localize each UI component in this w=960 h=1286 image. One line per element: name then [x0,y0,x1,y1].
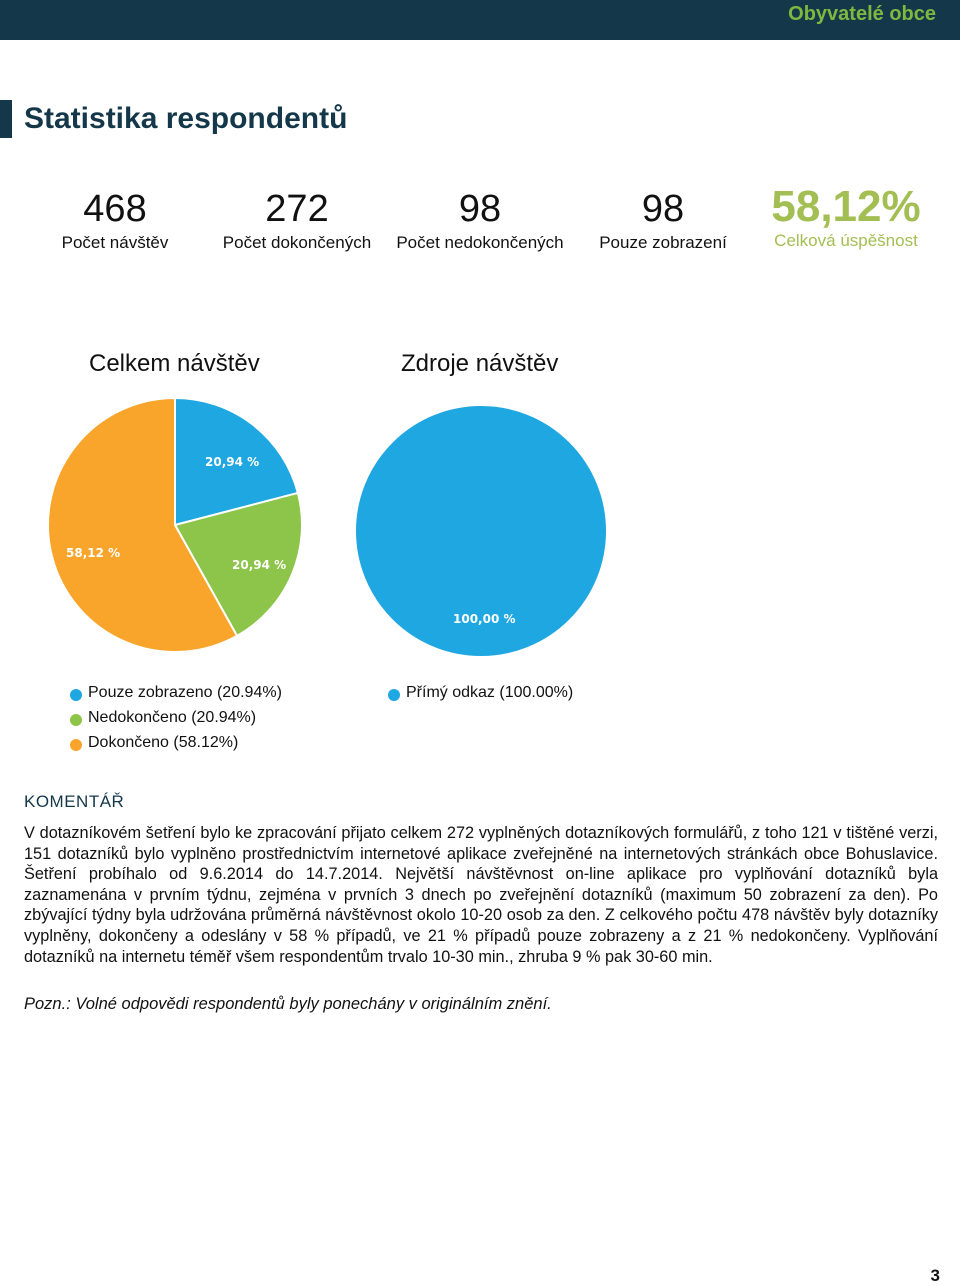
stat-value: 98 [641,188,685,230]
page-number: 3 [930,1266,940,1285]
legend-label: Pouze zobrazeno (20.94%) [88,683,282,701]
section-title: Statistika respondentů [24,102,348,135]
header-title: Obyvatelé obce [788,3,936,25]
comment-title: KOMENTÁŘ [24,792,125,811]
section-heading [0,100,347,138]
pie-chart-visit-sources [345,395,620,665]
legend-item [70,705,282,730]
legend-item [70,730,282,755]
legend-label: Dokončeno (58.12%) [88,733,239,751]
stat-completed [212,186,382,254]
legend-item [70,680,282,705]
legend-label: Nedokončeno (20.94%) [88,708,257,726]
heading-accent-bar [0,100,12,138]
stat-views-only [590,186,736,254]
comment-note: Pozn.: Volné odpovědi respondentů byly ponechány v originálním znění. [24,995,552,1013]
legend-label: Přímý odkaz (100.00%) [406,683,574,701]
pie-data-label: 20,94 % [232,558,287,572]
stat-label: Počet nedokončených [396,233,564,252]
stat-value: 468 [83,188,147,230]
stat-visits [50,186,180,254]
stat-label: Počet dokončených [222,233,372,252]
stat-label: Pouze zobrazení [599,233,727,252]
legend-color-dot [70,689,82,701]
legend-color-dot [388,689,400,701]
chart-title-total-visits: Celkem návštěv [89,350,260,377]
legend-color-dot [70,739,82,751]
stat-success-rate [758,184,934,252]
comment-text: V dotazníkovém šetření bylo ke zpracování přijato celkem 272 vyplněných dotazníkových formulářů, z toho 121 v tištěné verzi, 151 dotazníků bylo vyplněno prostřednictvím internetové aplikace zveřejněné na internetových stránkách obce Bohuslavice. Šetření probíhalo od 9.6.2014 do 14.7.2014. Největší návštěvnost on-line aplikace pro vyplňování dotazníků byla zaznamenána v prvním týdnu, zejména v prvních 3 dnech po zveřejnění dotazníků (maximum 50 zobrazení za den). Po zbývající týdny byla udržována průměrná návštěvnost okolo 10-20 osob za den. Z celkového počtu 478 návštěv byly dotazníky vyplněny, dokončeny a odeslány v 58 % případů, ve 21 % případů pouze zobrazeny a z 21 % nedokončeny. Vyplňování dotazníků na internetu téměř všem respondentům trvalo 10-30 min., zhruba 9 % pak 30-60 min. [24,824,938,966]
chart-title-visit-sources: Zdroje návštěv [401,350,559,377]
top-header-bar [0,0,960,40]
pie-data-label: 20,94 % [205,455,260,469]
pie-chart-total-visits [40,395,320,665]
legend-visit-sources [388,680,573,705]
pie-data-label: 100,00 % [453,612,516,626]
stat-label: Celková úspěšnost [774,231,918,250]
stat-label: Počet návštěv [61,233,169,252]
stat-incomplete [388,186,572,254]
legend-total-visits [70,680,282,755]
stat-value: 272 [265,188,329,230]
pie-data-label: 58,12 % [66,546,121,560]
stat-value: 58,12% [771,182,921,231]
legend-color-dot [70,714,82,726]
stat-value: 98 [458,188,502,230]
legend-item [388,680,573,705]
